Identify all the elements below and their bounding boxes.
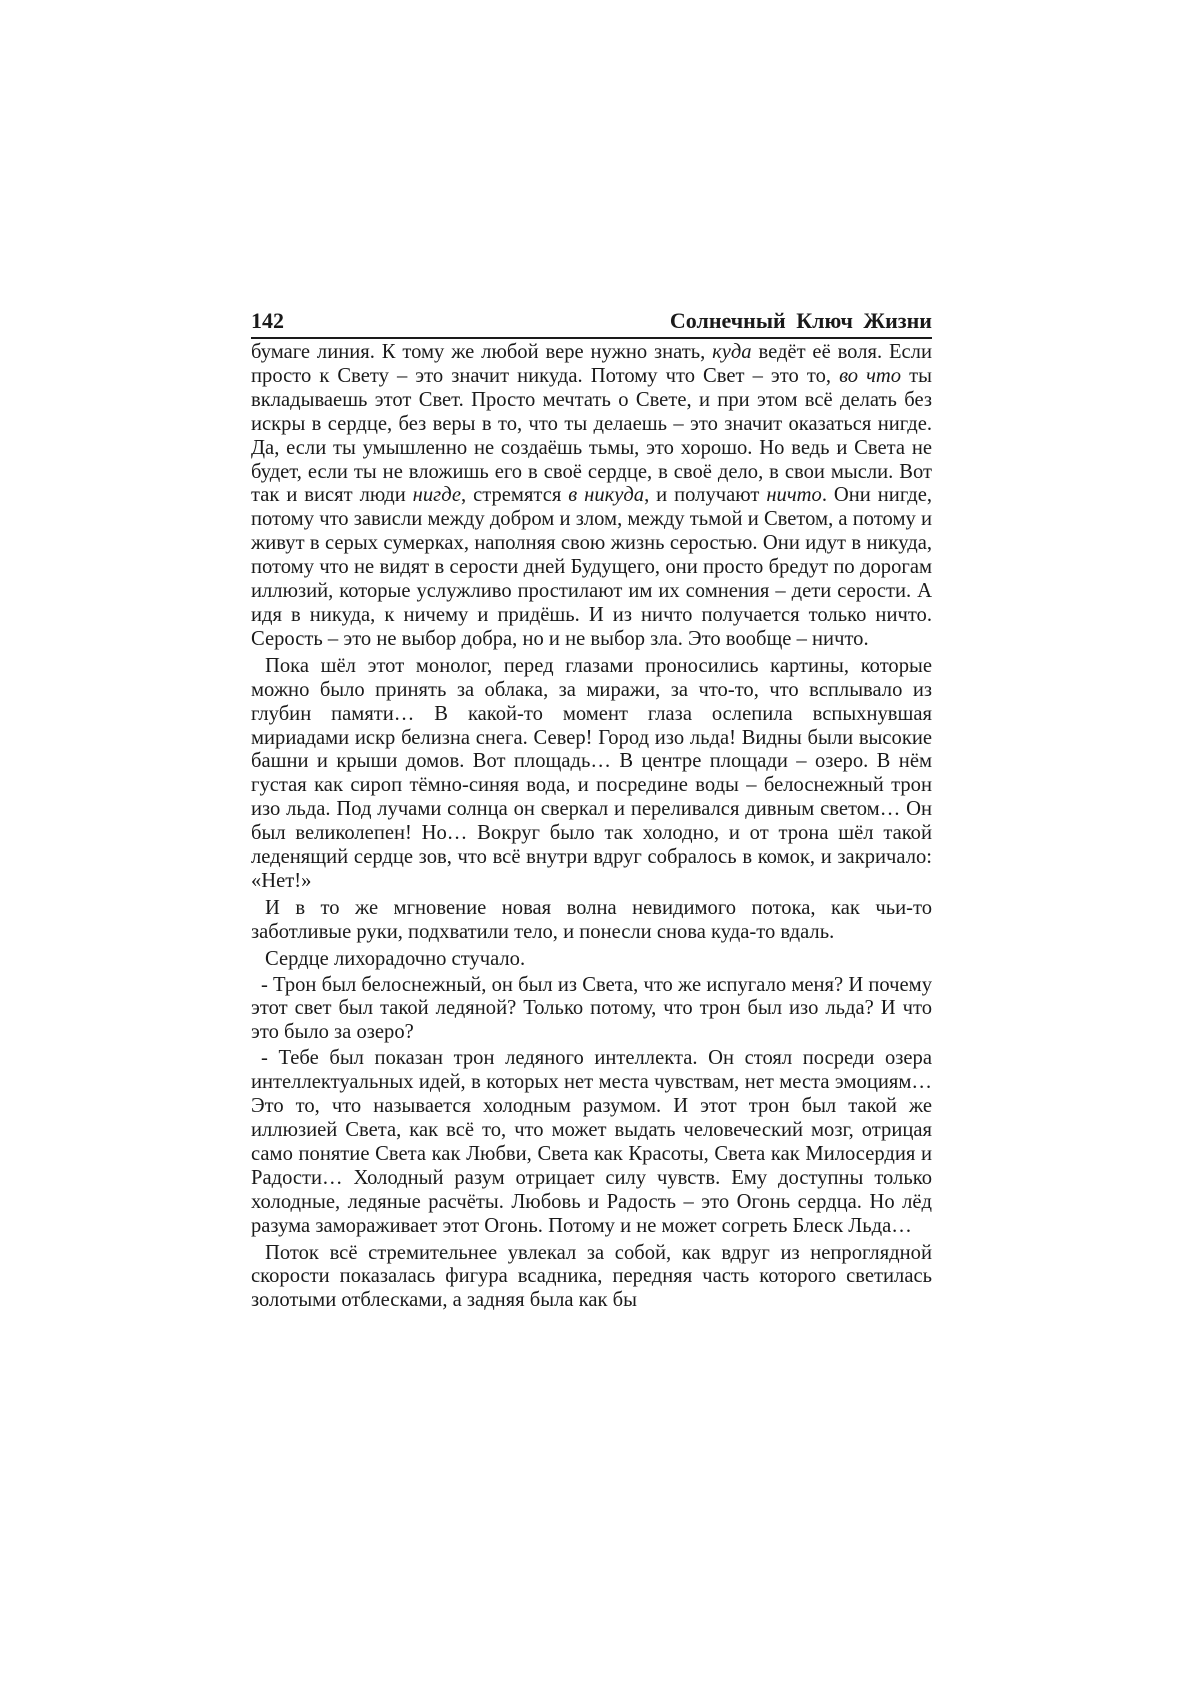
text-run: , стремятся xyxy=(461,484,568,506)
text-run: И в то же мгновение новая волна невидимого потока, как чьи-то заботливые руки, подхватили тело, и понесли снова куда-то вдаль. xyxy=(251,897,932,943)
italic-run: нигде xyxy=(413,484,461,506)
book-title: Солнечный Ключ Жизни xyxy=(670,308,932,334)
text-run: Поток всё стремительнее увлекал за собой, как вдруг из непроглядной скорости показалась фигура всадника, передняя часть которого светилась золотыми отблесками, а задняя была как бы xyxy=(251,1242,932,1312)
text-run: . Они нигде, потому что зависли между добром и злом, между тьмой и Светом, а потому и живут в серых сумерках, наполняя свою жизнь серостью. Они идут в никуда, потому что не видят в серости дней Будущего, они просто бредут по дорогам иллюзий, которые услужливо простилают им их сомнения – дети серости. А идя в никуда, к ничему и придёшь. И из ничто получается только ничто. Серость – это не выбор добра, но и не выбор зла. Это вообще – ничто. xyxy=(251,484,932,649)
text-run: бумаге линия. К тому же любой вере нужно знать, xyxy=(251,341,712,363)
paragraph xyxy=(251,1242,932,1314)
text-run: - Тебе был показан трон ледяного интеллекта. Он стоял посреди озера интеллектуальных идей, в которых нет места чувствам, нет места эмоциям… Это то, что называется холодным разумом. И этот трон был такой же иллюзией Света, как всё то, что может выдать человеческий мозг, отрицая само понятие Света как Любви, Света как Красоты, Света как Милосердия и Радости… Холодный разум отрицает силу чувств. Ему доступны только холодные, ледяные расчёты. Любовь и Радость – это Огонь сердца. Но лёд разума замораживает этот Огонь. Потому и не может согреть Блеск Льда… xyxy=(251,1047,932,1236)
paragraph xyxy=(251,897,932,945)
running-header xyxy=(251,308,932,339)
paragraph xyxy=(251,655,932,894)
page-number: 142 xyxy=(251,308,284,334)
text-run: Пока шёл этот монолог, перед глазами проносились картины, которые можно было принять за облака, за миражи, за что-то, что всплывало из глубин памяти… В какой-то момент глаза ослепила вспыхнувшая мириадами искр белизна снега. Север! Город изо льда! Видны были высокие башни и крыши домов. Вот площадь… В центре площади – озеро. В нём густая как сироп тёмно-синяя вода, и посредине воды – белоснежный трон изо льда. Под лучами солнца он сверкал и переливался дивным светом… Он был великолепен! Но… Вокруг было так холодно, и от трона шёл такой леденящий сердце зов, что всё внутри вдруг собралось в комок, и закричало: «Нет!» xyxy=(251,655,932,892)
book-page xyxy=(251,308,932,1313)
paragraph xyxy=(251,1047,932,1238)
paragraph xyxy=(251,948,932,972)
paragraph xyxy=(251,341,932,652)
body-text xyxy=(251,341,932,1313)
text-run: , и получают xyxy=(644,484,766,506)
italic-run: в никуда xyxy=(568,484,644,506)
italic-run: куда xyxy=(712,341,751,363)
text-run: - Трон был белоснежный, он был из Света, что же испугало меня? И почему этот свет был такой ледяной? Только потому, что трон был изо льда? И что это было за озеро? xyxy=(251,974,932,1044)
text-run: ведёт её воля. Если просто к Свету – это значит никуда. Потому что Свет – это то, xyxy=(251,341,932,387)
paragraph xyxy=(251,974,932,1046)
italic-run: ничто xyxy=(766,484,822,506)
text-run: ты вкладываешь этот Свет. Просто мечтать о Свете, и при этом всё делать без искры в сердце, без веры в то, что ты делаешь – это значит оказаться нигде. Да, если ты умышленно не создаёшь тьмы, это хорошо. Но ведь и Света не будет, если ты не вложишь его в своё сердце, в своё дело, в свои мысли. Вот так и висят люди xyxy=(251,365,932,507)
italic-run: во что xyxy=(839,365,901,387)
text-run: Сердце лихорадочно стучало. xyxy=(265,948,525,970)
